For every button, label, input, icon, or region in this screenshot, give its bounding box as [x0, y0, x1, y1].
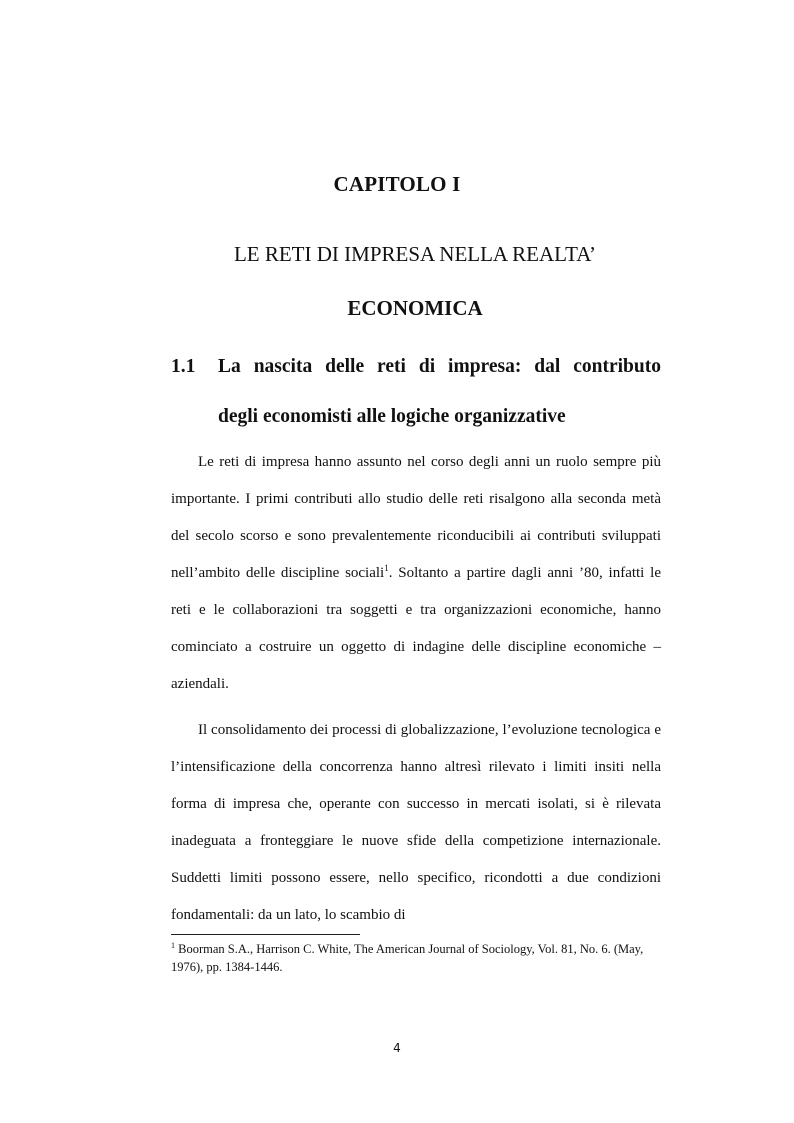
paragraph-1-text-a: Le reti di impresa hanno assunto nel corso degli anni un ruolo sempre più importante. I primi contributi allo studio delle reti risalgono alla seconda metà del secolo scorso e sono prevalentemente riconducibili ai contributi sviluppati nell’ambito delle discipline sociali [171, 454, 661, 581]
section-number: 1.1 [171, 356, 196, 377]
footnote-text: Boorman S.A., Harrison C. White, The American Journal of Sociology, Vol. 81, No. 6. (May, 1976), pp. 1384-1446. [171, 942, 644, 974]
chapter-title-line-1: LE RETI DI IMPRESA NELLA REALTA’ [233, 242, 597, 266]
footnote-reference: 1 [384, 563, 389, 573]
chapter-title-line-2: ECONOMICA [347, 296, 483, 320]
section-heading [171, 342, 661, 442]
page-number: 4 [393, 1041, 401, 1055]
section-title-line-1: La nascita delle reti di impresa: dal contributo [218, 356, 661, 377]
chapter-title [0, 228, 794, 334]
footnote-divider [171, 934, 360, 935]
footnote [171, 940, 661, 976]
footnote-marker: 1 [171, 940, 175, 950]
paragraph-2 [171, 712, 661, 934]
paragraph-1 [171, 444, 661, 703]
paragraph-1-text-b: . Soltanto a partire dagli anni ’80, infatti le reti e le collaborazioni tra soggetti e tra organizzazioni economiche, hanno cominciato a costruire un oggetto di indagine delle discipline economiche – aziendali. [171, 565, 661, 692]
chapter-number: CAPITOLO I [333, 172, 461, 196]
section-title-line-2: degli economisti alle logiche organizzative [218, 406, 566, 427]
paragraph-2-text: Il consolidamento dei processi di globalizzazione, l’evoluzione tecnologica e l’intensificazione della concorrenza hanno altresì rilevato i limiti insiti nella forma di impresa che, operante con successo in mercati isolati, si è rilevata inadeguata a fronteggiare le nuove sfide della competizione internazionale. Suddetti limiti possono essere, nello specifico, ricondotti a due condizioni fondamentali: da un lato, lo scambio di [171, 722, 661, 923]
